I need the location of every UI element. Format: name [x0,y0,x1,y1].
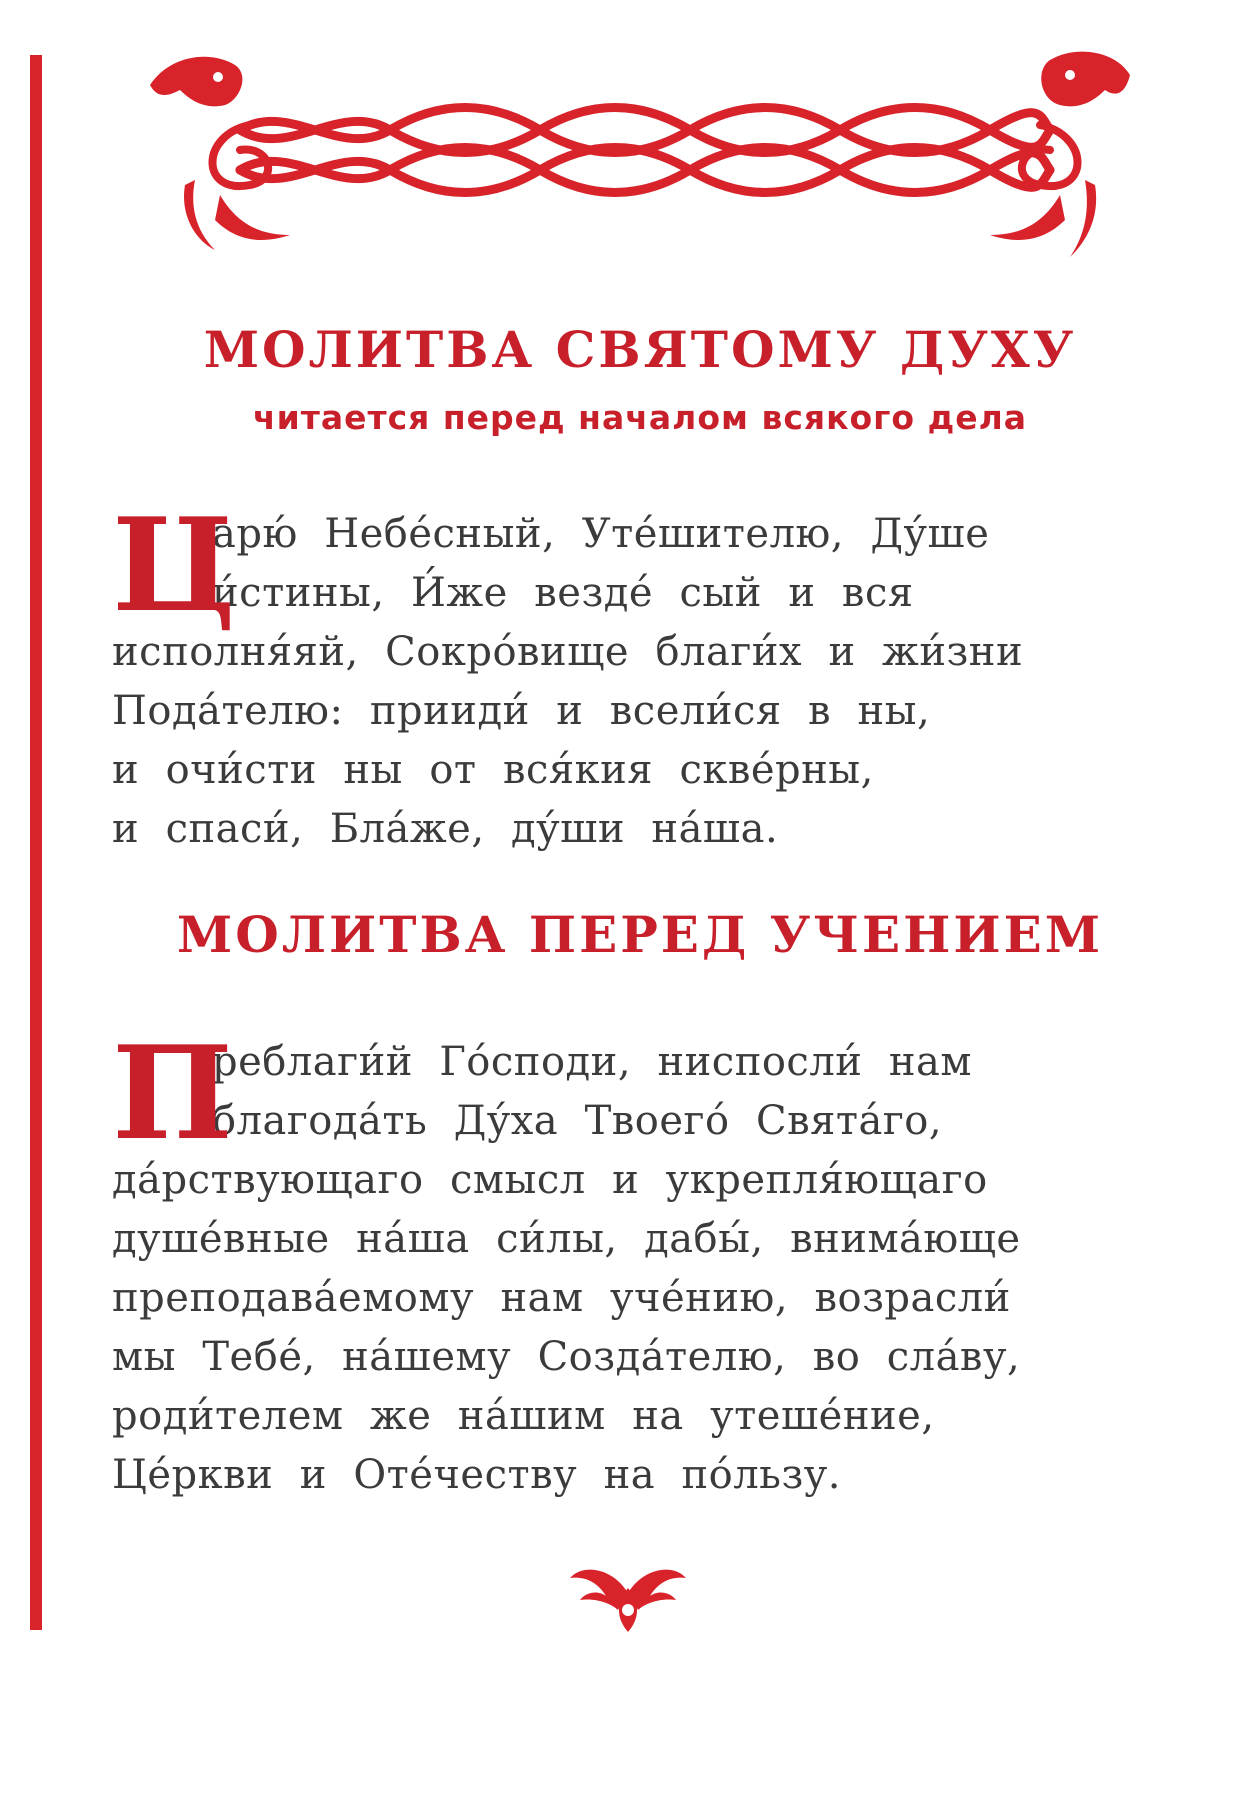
prayer2-line: реблаги́й Го́споди, ниспосли́ нам [212,1039,972,1085]
prayer2-text [112,1019,1132,1505]
interlace-dragon-headpiece [140,45,1140,260]
prayer1-title: МОЛИТВА СВЯТОМУ ДУХУ [203,320,1077,379]
floral-tailpiece [568,1548,688,1633]
prayer1-line: Пода́телю: прииди́ и всели́ся в ны, [112,688,931,734]
left-margin-rule [30,55,42,1630]
prayer1-line: арю́ Небе́сный, Уте́шителю, Ду́ше [212,511,990,557]
prayer2-line: Це́ркви и Оте́честву на по́льзу. [112,1452,842,1498]
prayer1-line: исполня́яй, Сокро́вище благи́х и жи́зни [112,629,1024,675]
prayer2-drop-cap: П [112,1019,234,1169]
prayer2-title: МОЛИТВА ПЕРЕД УЧЕНИЕМ [176,905,1104,964]
prayer1-line: и́стины, И́же везде́ сый и вся [212,570,914,616]
prayer2-line: преподава́емому нам уче́нию, возрасли́ [112,1275,1011,1321]
prayer1-text [112,491,1132,859]
prayer2-line: душе́вные на́ша си́лы, дабы́, внима́юще [112,1216,1021,1262]
prayer1-drop-cap: Ц [112,491,237,641]
prayer1-line: и спаси́, Бла́же, ду́ши на́ша. [112,806,779,852]
prayer1-subtitle: читается перед началом всякого дела [252,398,1028,437]
prayer2-line: роди́телем же на́шим на утеше́ние, [112,1393,935,1439]
prayer1-line: и очи́сти ны от вся́кия скве́рны, [112,747,874,793]
prayer2-line: благода́ть Ду́ха Твоего́ Свята́го, [212,1098,943,1144]
prayer2-line: да́рствующаго смысл и укрепля́ющаго [112,1157,988,1203]
prayer2-line: мы Тебе́, на́шему Созда́телю, во сла́ву, [112,1334,1021,1380]
